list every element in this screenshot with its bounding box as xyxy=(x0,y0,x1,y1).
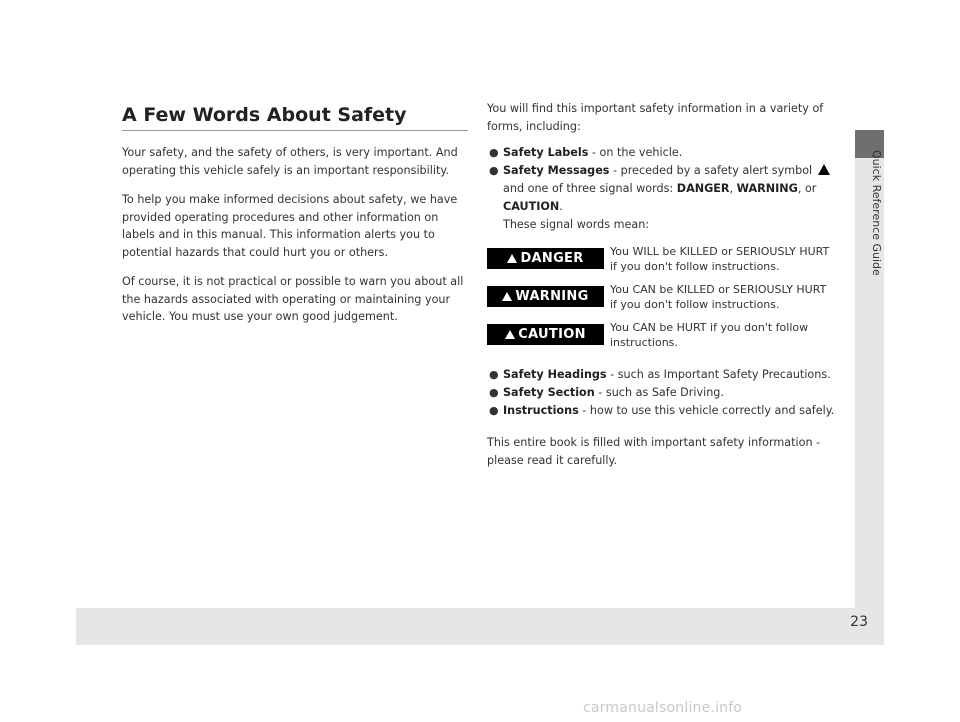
badge-label: WARNING xyxy=(515,288,589,304)
bullet-term: Safety Messages xyxy=(503,164,610,177)
bullet-text: - on the vehicle. xyxy=(588,146,683,159)
bullet-text: - preceded by a safety alert symbol xyxy=(609,164,816,177)
intro-text: You will find this important safety information in a variety of forms, including: xyxy=(487,102,824,133)
footer-band xyxy=(76,608,855,645)
sidebar-label xyxy=(870,150,883,276)
badge-label: DANGER xyxy=(520,250,584,266)
warning-triangle-icon xyxy=(507,254,517,263)
bullet-safety-messages xyxy=(487,162,837,234)
warning-triangle-icon xyxy=(502,292,512,301)
bullet-text: - how to use this vehicle correctly and safely. xyxy=(578,404,835,417)
period: . xyxy=(559,200,563,213)
page-number: 23 xyxy=(850,614,868,630)
warning-badge xyxy=(487,286,604,307)
paragraph-1: Your safety, and the safety of others, is very important. And operating this vehicle safely is an important responsibility. xyxy=(122,146,458,177)
bullet-term: Instructions xyxy=(503,404,579,417)
signal-word-caution: CAUTION xyxy=(503,200,560,213)
right-column xyxy=(487,104,837,470)
signal-meaning: You WILL be KILLED or SERIOUSLY HURT if you don't follow instructions. xyxy=(610,245,830,273)
warning-triangle-icon xyxy=(505,330,515,339)
signal-row-warning xyxy=(487,282,837,320)
watermark: carmanualsonline.info xyxy=(583,700,743,716)
signal-meaning: You CAN be KILLED or SERIOUSLY HURT if you don't follow instructions. xyxy=(610,283,827,311)
bullet-icon: ● xyxy=(489,404,499,417)
page-title: A Few Words About Safety xyxy=(122,104,468,131)
bullet-text: - such as Important Safety Precautions. xyxy=(606,368,831,381)
left-column xyxy=(122,104,468,326)
signal-word-warning: WARNING xyxy=(736,182,798,195)
separator: , xyxy=(729,182,737,195)
badge-label: CAUTION xyxy=(518,326,586,342)
safety-alert-icon xyxy=(818,164,830,175)
paragraph-2: To help you make informed decisions about safety, we have provided operating procedures and other information on labels and in this manual. This information alerts you to potential hazards that could hurt you or others. xyxy=(122,193,458,259)
signal-meaning: You CAN be HURT if you don't follow instructions. xyxy=(610,321,809,349)
bullet-icon: ● xyxy=(489,386,499,399)
bullet-text-2: and one of three signal words: xyxy=(503,182,677,195)
danger-badge xyxy=(487,248,604,269)
bullet-icon: ● xyxy=(489,164,499,177)
paragraph-3: Of course, it is not practical or possible to warn you about all the hazards associated with operating or maintaining your vehicle. You must use your own good judgement. xyxy=(122,275,464,323)
caution-badge xyxy=(487,324,604,345)
bullet-text: - such as Safe Driving. xyxy=(594,386,724,399)
signal-intro: These signal words mean: xyxy=(503,218,650,231)
sidebar-label-text: Quick Reference Guide xyxy=(870,150,883,276)
bullet-icon: ● xyxy=(489,368,499,381)
signal-row-caution xyxy=(487,320,837,358)
bullet-instructions xyxy=(487,402,837,420)
signal-word-danger: DANGER xyxy=(676,182,730,195)
bullet-icon: ● xyxy=(489,146,499,159)
closing-text: This entire book is filled with important safety information - please read it carefully. xyxy=(487,436,821,467)
separator: , or xyxy=(797,182,817,195)
bullet-safety-section xyxy=(487,384,837,402)
signal-row-danger xyxy=(487,244,837,282)
bullet-safety-headings xyxy=(487,366,837,384)
bullet-term: Safety Section xyxy=(503,386,595,399)
signal-list xyxy=(487,244,837,358)
bullet-safety-labels xyxy=(487,144,837,162)
bullet-term: Safety Headings xyxy=(503,368,607,381)
bullet-term: Safety Labels xyxy=(503,146,589,159)
